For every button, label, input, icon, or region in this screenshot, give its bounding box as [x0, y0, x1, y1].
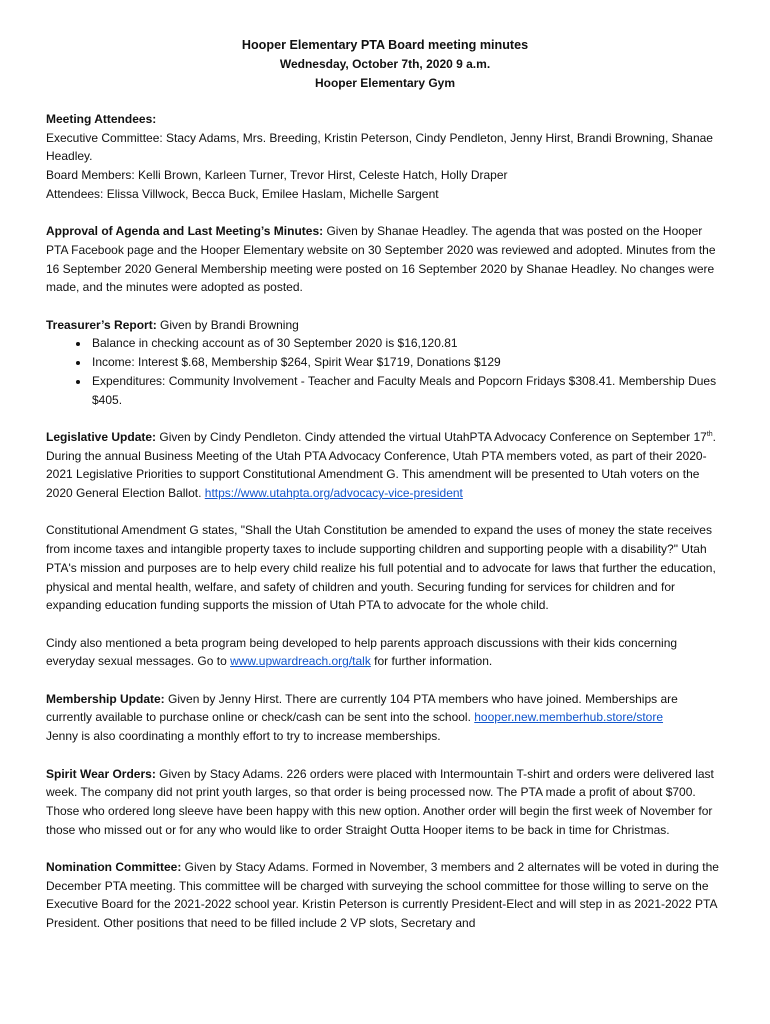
list-item: • Balance in checking account as of 30 September 2020 is $16,120.81 [90, 334, 724, 353]
legislative-text-b: . During the annual Business Meeting of the Utah PTA Advocacy Conference, Utah PTA members voted, as part of their 2020-2021 Legislative Priorities to support Constitutional Amendment G. This amendment will be presented to Utah voters on the 2020 General Election Ballot. [46, 429, 716, 501]
nomination-text: Given by Stacy Adams. Formed in November, 3 members and 2 alternates will be voted in during the December PTA meeting. This committee will be charged with surveying the school committee for those willing to serve on the Executive Board for the 2021-2022 school year. Kristin Peterson is currently President-Elect and will step in as 2021-2022 PTA President. Other positions that need to be filled include 2 VP slots, Secretary and [46, 860, 719, 931]
other-attendees: Attendees: Elissa Villwock, Becca Buck, Emilee Haslam, Michelle Sargent [46, 186, 439, 201]
membership-label: Membership Update: [46, 691, 165, 706]
list-item: • Income: Interest $.68, Membership $264, Spirit Wear $1719, Donations $129 [90, 353, 724, 372]
document-title: Hooper Elementary PTA Board meeting minutes [241, 38, 529, 52]
treasurer-label: Treasurer’s Report: [46, 317, 157, 332]
board-members: Board Members: Kelli Brown, Karleen Turner, Trevor Hirst, Celeste Hatch, Holly Draper [46, 168, 508, 183]
memberhub-link[interactable]: hooper.new.memberhub.store/store [474, 710, 664, 725]
spirit-wear-section [46, 765, 724, 840]
treasurer-text: Given by Brandi Browning [156, 317, 299, 332]
attendees-section [46, 110, 724, 204]
membership-text-a: Given by Jenny Hirst. There are currently 104 PTA members who have joined. Memberships are currently available to purchase online or check/cash can be sent into the school. [46, 691, 678, 725]
legislative-label: Legislative Update: [46, 429, 157, 444]
treasurer-section [46, 316, 724, 410]
approval-section [46, 222, 724, 297]
approval-label: Approval of Agenda and Last Meeting’s Minutes: [46, 224, 324, 239]
beta-program-section [46, 634, 724, 671]
attendees-heading: Meeting Attendees: [46, 112, 157, 126]
meeting-location: Hooper Elementary Gym [314, 76, 456, 90]
spirit-wear-text: Given by Stacy Adams. 226 orders were placed with Intermountain T-shirt and orders were delivered last week. The company did not print youth larges, so that order is being processed now. The PTA made a profit of about $700. Those who ordered long sleeve have been happy with this new option. Another order will begin the first week of November for those who missed out or for any who would like to order Straight Outta Hooper items to be back in time for Christmas. [46, 766, 714, 837]
beta-text-a: Cindy also mentioned a beta program being developed to help parents approach discussions with their kids concerning everyday sexual messages. Go to [46, 635, 678, 669]
nomination-section [46, 858, 724, 933]
membership-text-b: Jenny is also coordinating a monthly effort to try to increase memberships. [46, 729, 441, 744]
legislative-text-a: Given by Cindy Pendleton. Cindy attended the virtual UtahPTA Advocacy Conference on September 17 [156, 429, 707, 444]
document-header [46, 36, 724, 93]
upwardreach-link[interactable]: www.upwardreach.org/talk [230, 654, 371, 669]
ordinal-suffix: th [706, 430, 713, 438]
treasurer-list [46, 334, 724, 409]
legislative-section [46, 428, 724, 503]
spirit-wear-label: Spirit Wear Orders: [46, 766, 156, 781]
membership-section [46, 690, 724, 746]
list-item: • Expenditures: Community Involvement - Teacher and Faculty Meals and Popcorn Fridays $308.41. Membership Dues $405. [90, 372, 724, 409]
executive-committee: Executive Committee: Stacy Adams, Mrs. Breeding, Kristin Peterson, Cindy Pendleton, Jenny Hirst, Brandi Browning, Shanae Headley. [46, 130, 713, 164]
approval-text: Given by Shanae Headley. The agenda that was posted on the Hooper PTA Facebook page and the Hooper Elementary website on 30 September 2020 was reviewed and adopted. Minutes from the 16 September 2020 General Membership meeting were posted on 16 September 2020 by Shanae Headley. No changes were made, and the minutes were adopted as posted. [46, 224, 716, 295]
amendment-text: Constitutional Amendment G states, "Shall the Utah Constitution be amended to expand the uses of money the state receives from income taxes and intangible property taxes to include supporting children and supporting people with a disability?" Utah PTA's mission and purposes are to help every child realize his full potential and to advocate for laws that further the education, physical and mental health, welfare, and safety of children and youth. Securing funding for services for children and for expanding education funding supports the mission of Utah PTA to advocate for the whole child. [46, 523, 716, 613]
meeting-date: Wednesday, October 7th, 2020 9 a.m. [279, 57, 491, 71]
amendment-section [46, 521, 724, 615]
beta-text-b: for further information. [370, 654, 493, 669]
advocacy-link[interactable]: https://www.utahpta.org/advocacy-vice-president [204, 486, 463, 501]
nomination-label: Nomination Committee: [46, 860, 182, 874]
